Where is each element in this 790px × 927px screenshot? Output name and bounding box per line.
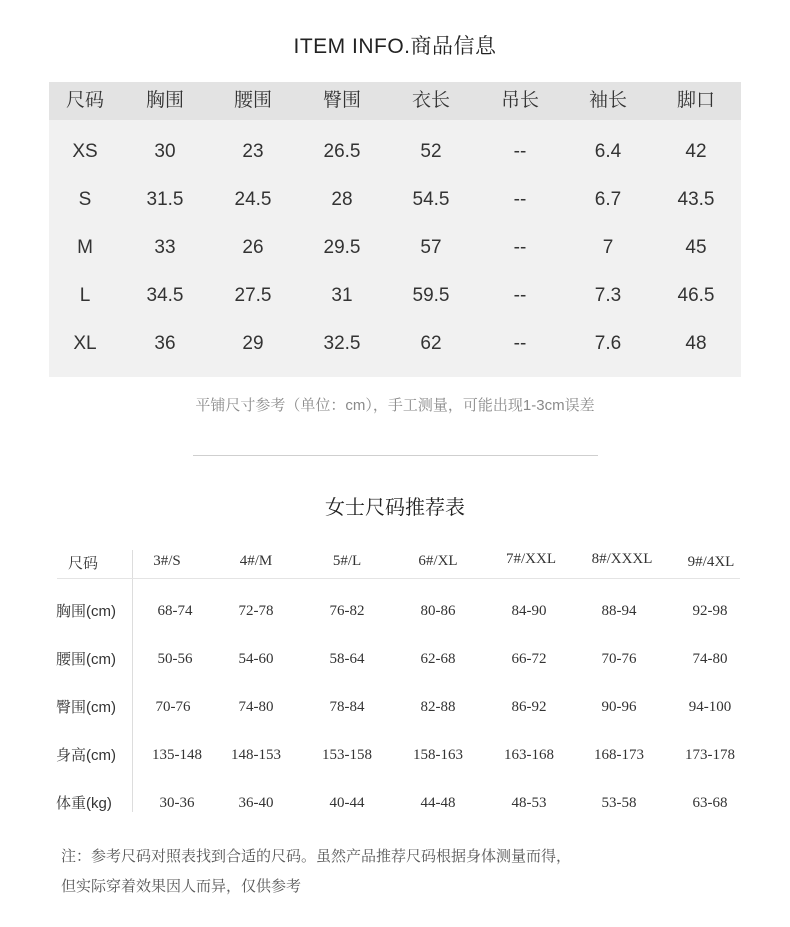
table-cell: 163-168 bbox=[504, 747, 554, 763]
table-cell: 148-153 bbox=[231, 747, 281, 763]
divider bbox=[193, 455, 598, 456]
header-cell: 腰围 bbox=[233, 90, 272, 111]
table-cell: 27.5 bbox=[234, 285, 272, 306]
table-cell: 168-173 bbox=[594, 747, 644, 763]
size-header: 8#/XXXL bbox=[591, 551, 653, 567]
table-cell: 54-60 bbox=[238, 651, 274, 667]
measurement-note: 平铺尺寸参考（单位：cm），手工测量，可能出现1-3cm误差 bbox=[195, 397, 595, 414]
table-row bbox=[49, 176, 741, 224]
table-cell: 80-86 bbox=[420, 603, 456, 619]
table-cell: 72-78 bbox=[238, 603, 274, 619]
row-label: 臀围(cm) bbox=[56, 699, 116, 716]
table-cell: 31.5 bbox=[146, 189, 184, 210]
table-cell: 78-84 bbox=[329, 699, 365, 715]
header-cell: 胸围 bbox=[145, 90, 184, 111]
table-row bbox=[49, 128, 741, 176]
table-cell: 40-44 bbox=[329, 795, 365, 811]
table-cell: 68-74 bbox=[157, 603, 193, 619]
table-cell: L bbox=[79, 285, 91, 306]
header-label: 尺码 bbox=[68, 555, 99, 572]
table-cell: 48-53 bbox=[511, 795, 547, 811]
row-label: 体重(kg) bbox=[56, 795, 112, 812]
table-cell: 63-68 bbox=[692, 795, 728, 811]
table-cell: 66-72 bbox=[511, 651, 547, 667]
table-cell: 34.5 bbox=[146, 285, 184, 306]
table-cell: -- bbox=[513, 141, 527, 162]
table-cell: 24.5 bbox=[234, 189, 272, 210]
table-cell: XS bbox=[72, 141, 98, 162]
table-cell: 36 bbox=[154, 333, 176, 354]
table-cell: 153-158 bbox=[322, 747, 372, 763]
section-title-item-info: ITEM INFO.商品信息 bbox=[293, 35, 497, 58]
table-cell: 94-100 bbox=[688, 699, 732, 715]
table-cell: 26.5 bbox=[323, 141, 361, 162]
size-table-header bbox=[49, 82, 741, 120]
table-cell: 29 bbox=[242, 333, 264, 354]
table-cell: 173-178 bbox=[685, 747, 735, 763]
table-cell: 7.3 bbox=[594, 285, 622, 306]
footnote-line-1: 注：参考尺码对照表找到合适的尺码。虽然产品推荐尺码根据身体测量而得， bbox=[61, 848, 572, 865]
size-header: 5#/L bbox=[332, 553, 362, 569]
header-divider bbox=[57, 578, 740, 579]
table-cell: -- bbox=[513, 333, 527, 354]
table-row bbox=[49, 272, 741, 320]
table-cell: 33 bbox=[154, 237, 176, 258]
table-cell: 62 bbox=[420, 333, 442, 354]
size-header: 9#/4XL bbox=[687, 554, 735, 570]
table-cell: 86-92 bbox=[511, 699, 547, 715]
section-title-size-recommendation: 女士尺码推荐表 bbox=[325, 497, 465, 519]
table-cell: 84-90 bbox=[511, 603, 547, 619]
table-cell: 28 bbox=[331, 189, 353, 210]
size-header: 6#/XL bbox=[418, 553, 458, 569]
size-header: 4#/M bbox=[239, 553, 273, 569]
table-cell: -- bbox=[513, 237, 527, 258]
size-header: 3#/S bbox=[153, 553, 181, 569]
table-cell: 76-82 bbox=[329, 603, 365, 619]
table-cell: -- bbox=[513, 285, 527, 306]
table-cell: 88-94 bbox=[601, 603, 637, 619]
table-cell: 29.5 bbox=[323, 237, 361, 258]
table-cell: 82-88 bbox=[420, 699, 456, 715]
table-cell: 44-48 bbox=[420, 795, 456, 811]
header-cell: 衣长 bbox=[411, 90, 450, 111]
size-table bbox=[49, 82, 741, 377]
table-cell: 30 bbox=[154, 141, 176, 162]
table-cell: XL bbox=[73, 333, 97, 354]
table-row bbox=[49, 224, 741, 272]
table-cell: 42 bbox=[685, 141, 707, 162]
size-header: 7#/XXL bbox=[506, 551, 556, 567]
table-cell: 45 bbox=[685, 237, 707, 258]
table-cell: 90-96 bbox=[601, 699, 637, 715]
footnote-line-2: 但实际穿着效果因人而异，仅供参考 bbox=[61, 878, 302, 895]
table-cell: 52 bbox=[420, 141, 442, 162]
table-cell: 6.7 bbox=[594, 189, 622, 210]
table-cell: 53-58 bbox=[601, 795, 637, 811]
table-cell: S bbox=[78, 189, 92, 210]
table-cell: 70-76 bbox=[155, 699, 191, 715]
table-cell: 74-80 bbox=[692, 651, 728, 667]
table-cell: -- bbox=[513, 189, 527, 210]
table-cell: 135-148 bbox=[152, 747, 202, 763]
table-row bbox=[49, 320, 741, 368]
table-cell: 7 bbox=[602, 237, 614, 258]
size-recommendation-table bbox=[0, 540, 790, 825]
header-cell: 尺码 bbox=[65, 90, 104, 111]
header-cell: 袖长 bbox=[588, 90, 627, 111]
table-cell: 62-68 bbox=[420, 651, 456, 667]
table-cell: 43.5 bbox=[677, 189, 715, 210]
table-cell: 46.5 bbox=[677, 285, 715, 306]
table-cell: 58-64 bbox=[329, 651, 365, 667]
column-divider bbox=[132, 550, 133, 812]
table-cell: 32.5 bbox=[323, 333, 361, 354]
table-cell: 92-98 bbox=[692, 603, 728, 619]
table-cell: 48 bbox=[685, 333, 707, 354]
table-cell: 23 bbox=[242, 141, 264, 162]
table-cell: 26 bbox=[242, 237, 264, 258]
table-cell: 74-80 bbox=[238, 699, 274, 715]
table-cell: 7.6 bbox=[594, 333, 622, 354]
row-label: 腰围(cm) bbox=[56, 651, 116, 668]
table-cell: 158-163 bbox=[413, 747, 463, 763]
header-cell: 臀围 bbox=[322, 90, 361, 111]
table-cell: 6.4 bbox=[594, 141, 622, 162]
row-label: 胸围(cm) bbox=[56, 603, 116, 620]
header-cell: 脚口 bbox=[676, 90, 715, 111]
table-cell: 54.5 bbox=[412, 189, 450, 210]
row-label: 身高(cm) bbox=[56, 747, 116, 764]
table-cell: 50-56 bbox=[157, 651, 193, 667]
table-cell: M bbox=[77, 237, 93, 258]
table-cell: 59.5 bbox=[412, 285, 450, 306]
table-cell: 57 bbox=[420, 237, 442, 258]
header-cell: 吊长 bbox=[500, 90, 539, 111]
table-cell: 31 bbox=[331, 285, 353, 306]
table-cell: 70-76 bbox=[601, 651, 637, 667]
table-cell: 30-36 bbox=[159, 795, 195, 811]
table-cell: 36-40 bbox=[238, 795, 274, 811]
